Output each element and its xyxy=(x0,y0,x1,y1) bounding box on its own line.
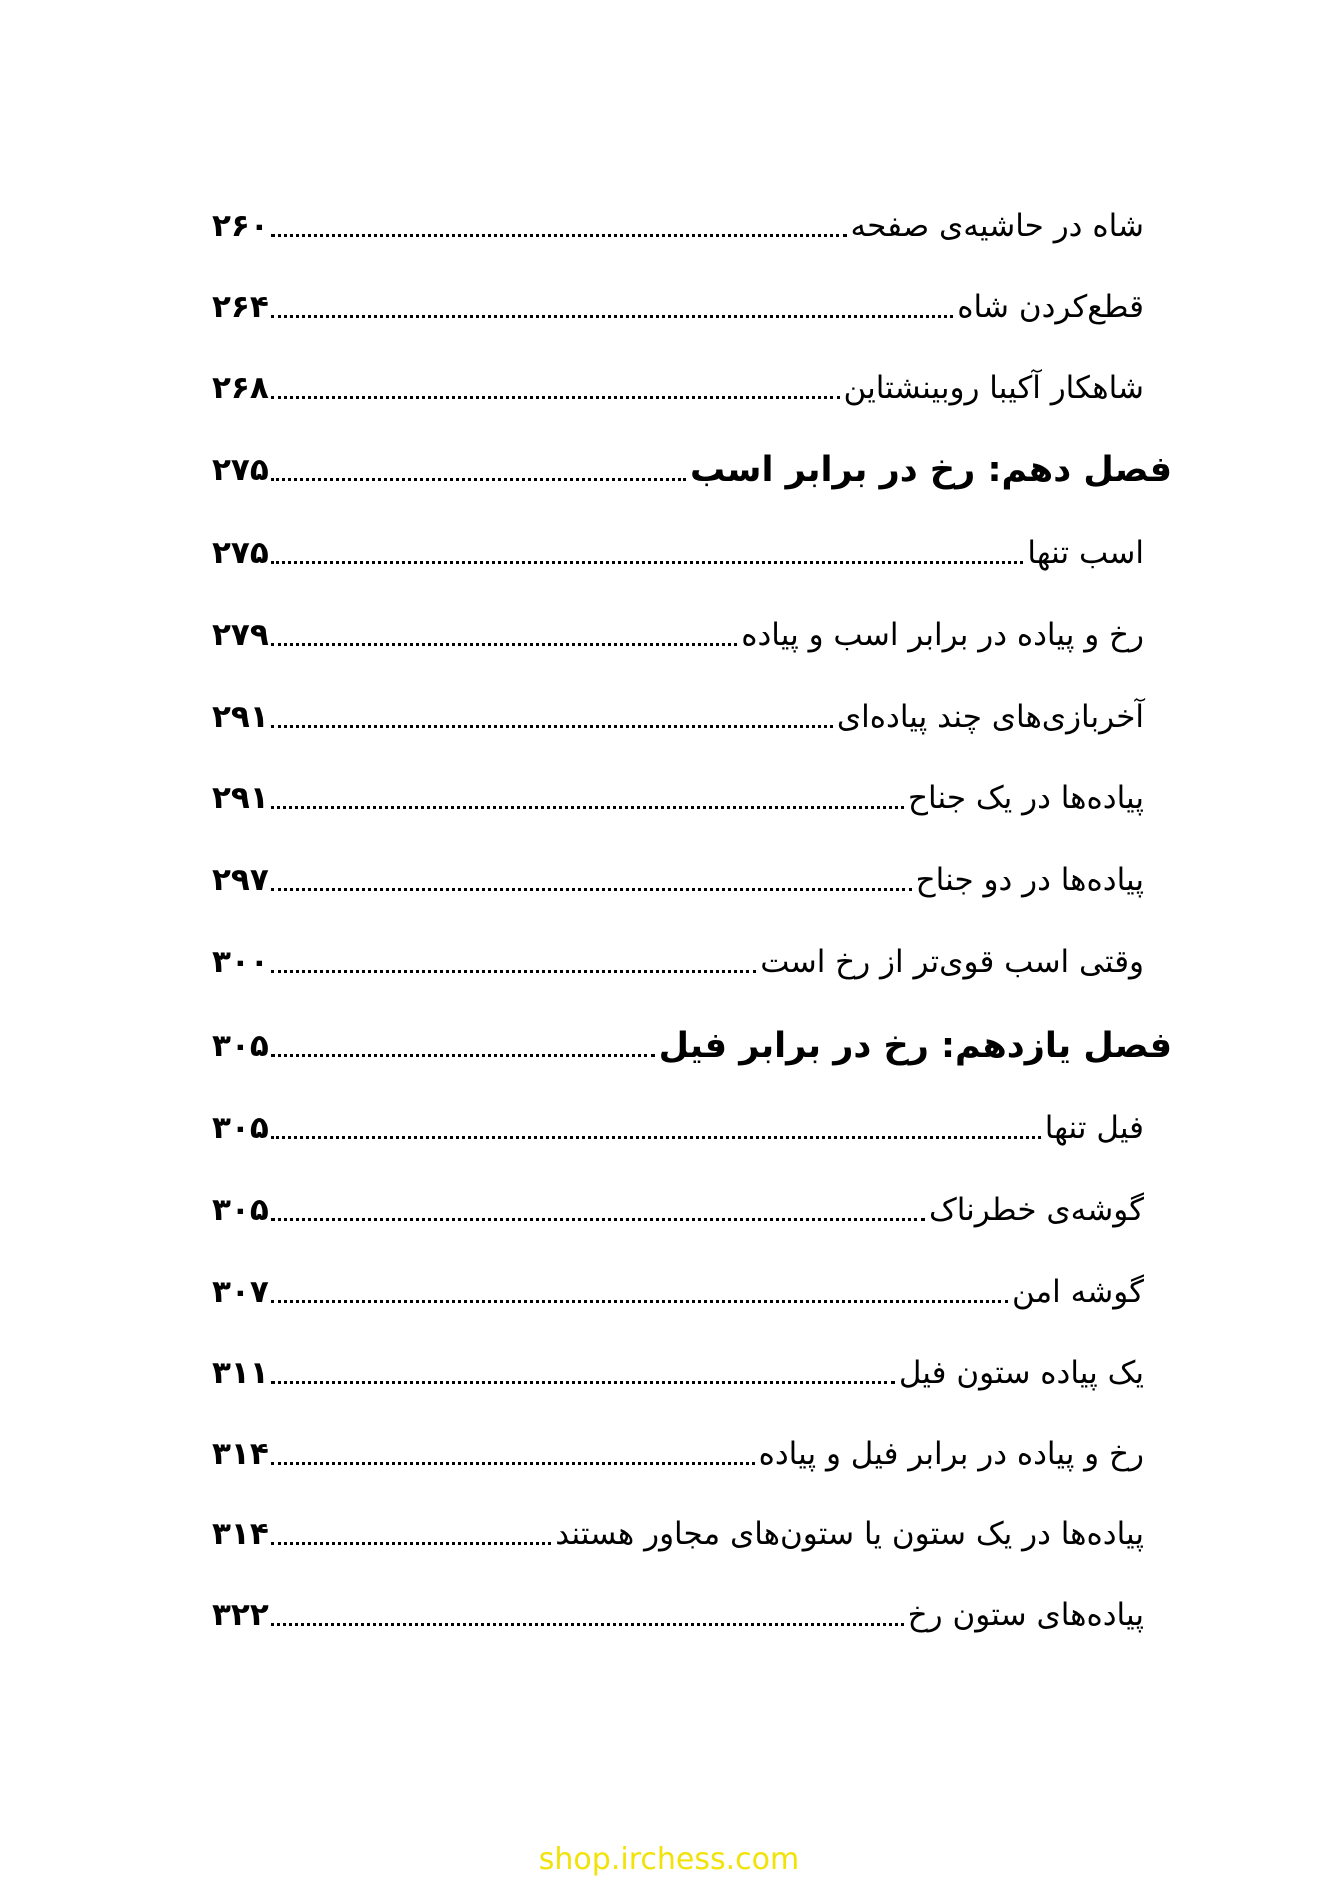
toc-entry-title: وقتی اسب قوی‌تر از رخ است xyxy=(760,944,1144,980)
toc-entry-title: گوشه‌ی خطرناک xyxy=(928,1192,1144,1228)
dot-leader xyxy=(271,1381,895,1384)
toc-entry-page: ۲۹۱ xyxy=(212,780,269,816)
toc-entry-title: پیاده‌های ستون رخ xyxy=(907,1597,1144,1633)
toc-entry-page: ۳۰۰ xyxy=(212,944,269,980)
dot-leader xyxy=(271,478,686,481)
toc-entry-title: شاه در حاشیه‌ی صفحه xyxy=(850,208,1144,244)
dot-leader xyxy=(271,1136,1041,1139)
toc-entry-title: پیاده‌ها در یک جناح xyxy=(908,780,1144,816)
toc-entry-title: شاهکار آکیبا روبینشتاین xyxy=(843,370,1144,406)
toc-entry[interactable] xyxy=(212,677,1144,737)
toc-entry[interactable] xyxy=(212,1575,1144,1635)
toc-entry-page: ۳۰۵ xyxy=(212,1028,269,1064)
toc-entry-page: ۲۶۸ xyxy=(212,370,269,406)
toc-entry[interactable] xyxy=(212,513,1144,573)
toc-entry[interactable] xyxy=(212,595,1144,655)
toc-entry[interactable] xyxy=(212,1170,1144,1230)
toc-entry-page: ۳۲۲ xyxy=(212,1597,269,1633)
toc-entry[interactable] xyxy=(212,758,1144,818)
dot-leader xyxy=(271,1218,925,1221)
toc-entry-page: ۳۰۵ xyxy=(212,1110,269,1146)
toc-entry-title: رخ و پیاده در برابر اسب و پیاده xyxy=(741,617,1144,653)
toc-chapter-title: فصل دهم: رخ در برابر اسب xyxy=(689,450,1172,490)
dot-leader xyxy=(271,1542,552,1545)
toc-entry-page: ۲۶۰ xyxy=(212,208,269,244)
dot-leader xyxy=(271,234,847,237)
toc-chapter-title: فصل یازدهم: رخ در برابر فیل xyxy=(658,1026,1172,1066)
toc-entry-page: ۳۱۴ xyxy=(212,1516,269,1552)
toc-entry-page: ۲۹۱ xyxy=(212,699,269,735)
toc-entry-title: اسب تنها xyxy=(1027,535,1144,571)
toc-entry-page: ۲۷۹ xyxy=(212,617,269,653)
toc-entry[interactable] xyxy=(212,840,1144,900)
toc-entry[interactable] xyxy=(212,348,1144,408)
toc-entry[interactable] xyxy=(212,1414,1144,1474)
toc-chapter-entry[interactable] xyxy=(212,430,1172,490)
toc-entry-title: قطع‌کردن شاه xyxy=(957,289,1144,325)
dot-leader xyxy=(271,888,912,891)
dot-leader xyxy=(271,315,954,318)
dot-leader xyxy=(271,396,840,399)
toc-entry-page: ۳۱۴ xyxy=(212,1436,269,1472)
dot-leader xyxy=(271,561,1024,564)
toc-entry[interactable] xyxy=(212,1252,1144,1312)
toc-entry[interactable] xyxy=(212,922,1144,982)
toc-entry-page: ۲۷۵ xyxy=(212,452,269,488)
toc-entry-title: یک پیاده ستون فیل xyxy=(898,1355,1144,1391)
toc-entry-title: گوشه امن xyxy=(1011,1274,1144,1310)
dot-leader xyxy=(271,1054,655,1057)
toc-entry[interactable] xyxy=(212,1088,1144,1148)
dot-leader xyxy=(271,725,833,728)
toc-entry-page: ۲۶۴ xyxy=(212,289,269,325)
toc-entry[interactable] xyxy=(212,1333,1144,1393)
footer-url-watermark: shop.irchess.com xyxy=(538,1842,800,1877)
toc-entry[interactable] xyxy=(212,1494,1144,1554)
dot-leader xyxy=(271,643,738,646)
toc-entry-title: آخربازی‌های چند پیاده‌ای xyxy=(836,699,1144,735)
toc-entry-title: فیل تنها xyxy=(1044,1110,1144,1146)
toc-entry-title: پیاده‌ها در یک ستون یا ستون‌های مجاور هستند xyxy=(555,1516,1144,1552)
toc-entry-title: رخ و پیاده در برابر فیل و پیاده xyxy=(758,1436,1144,1472)
dot-leader xyxy=(271,806,904,809)
toc-entry-page: ۳۰۵ xyxy=(212,1192,269,1228)
toc-entry-page: ۲۷۵ xyxy=(212,535,269,571)
toc-entry[interactable] xyxy=(212,186,1144,246)
toc-chapter-entry[interactable] xyxy=(212,1006,1172,1066)
toc-entry-page: ۲۹۷ xyxy=(212,862,269,898)
toc-entry-page: ۳۰۷ xyxy=(212,1274,269,1310)
dot-leader xyxy=(271,1623,904,1626)
toc-entry[interactable] xyxy=(212,267,1144,327)
dot-leader xyxy=(271,1300,1008,1303)
dot-leader xyxy=(271,970,757,973)
toc-entry-title: پیاده‌ها در دو جناح xyxy=(915,862,1144,898)
dot-leader xyxy=(271,1462,755,1465)
toc-entry-page: ۳۱۱ xyxy=(212,1355,269,1391)
